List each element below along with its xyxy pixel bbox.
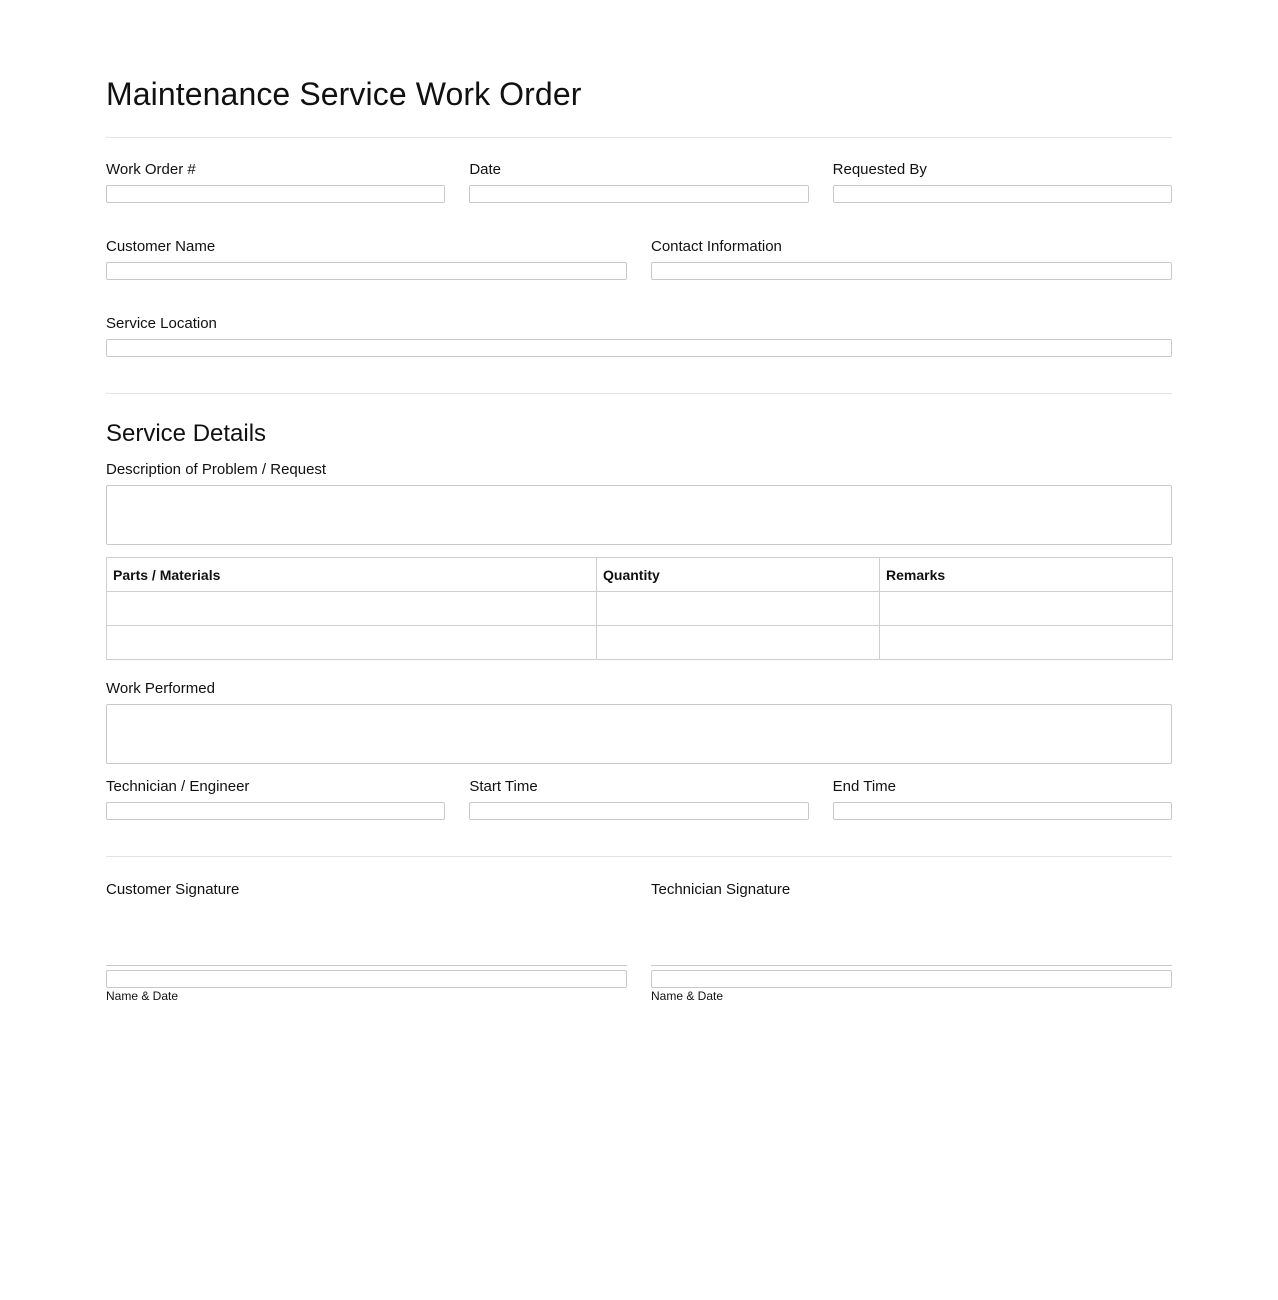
date-input[interactable] [469,185,808,203]
form-title: Maintenance Service Work Order [106,76,582,112]
description-label: Description of Problem / Request [106,461,327,478]
customer-name-input[interactable] [106,262,627,280]
signature-row [106,881,1172,1003]
service-location-label: Service Location [106,315,217,332]
contact-information-input[interactable] [651,262,1172,280]
end-time-field [833,778,1172,820]
end-time-input[interactable] [833,802,1172,820]
technician-row [106,778,1172,820]
description-field [106,461,1172,545]
description-textarea[interactable] [106,485,1172,545]
service-location-input[interactable] [106,339,1172,357]
requested-by-label: Requested By [832,161,927,178]
service-details-title: Service Details [106,420,267,447]
service-location-field [106,315,1172,357]
table-row [107,592,1173,626]
header-row-1 [106,161,1172,203]
requested-by-field [833,161,1172,203]
start-time-input[interactable] [469,802,808,820]
technician-input[interactable] [106,802,445,820]
customer-signature-pad[interactable] [106,899,627,966]
contact-information-label: Contact Information [651,238,782,255]
work-performed-textarea[interactable] [106,704,1172,764]
parts-table-header [107,558,1173,592]
signature-divider [106,856,1172,857]
technician-field [106,778,445,820]
table-row [107,626,1173,660]
work-performed-field [106,680,1172,764]
header-row-3 [106,315,1172,357]
section-divider [106,393,1172,394]
customer-name-date-label: Name & Date [106,989,179,1003]
quantity-cell[interactable] [597,626,880,660]
customer-name-field [106,238,627,280]
requested-by-input[interactable] [833,185,1172,203]
contact-information-field [651,238,1172,280]
column-header-remarks: Remarks [880,558,1173,592]
work-order-label: Work Order # [106,161,196,178]
title-divider [106,137,1172,138]
customer-signature-field [106,881,627,1003]
work-order-input[interactable] [106,185,445,203]
work-order-field [106,161,445,203]
parts-cell[interactable] [107,626,597,660]
remarks-cell[interactable] [880,592,1173,626]
parts-table [106,557,1173,660]
technician-name-date-label: Name & Date [651,989,724,1003]
work-performed-label: Work Performed [106,680,215,697]
remarks-cell[interactable] [880,626,1173,660]
start-time-label: Start Time [469,778,538,795]
column-header-parts: Parts / Materials [107,558,597,592]
parts-cell[interactable] [107,592,597,626]
column-header-quantity: Quantity [597,558,880,592]
work-order-form [106,0,1172,1003]
technician-signature-label: Technician Signature [651,881,791,898]
customer-name-label: Customer Name [106,238,216,255]
technician-label: Technician / Engineer [106,778,250,795]
date-field [469,161,808,203]
start-time-field [469,778,808,820]
customer-name-date-input[interactable] [106,970,627,988]
customer-signature-label: Customer Signature [106,881,240,898]
technician-signature-field [651,881,1172,1003]
quantity-cell[interactable] [597,592,880,626]
end-time-label: End Time [832,778,897,795]
date-label: Date [469,161,502,178]
header-row-2 [106,238,1172,280]
technician-name-date-input[interactable] [651,970,1172,988]
technician-signature-pad[interactable] [651,899,1172,966]
